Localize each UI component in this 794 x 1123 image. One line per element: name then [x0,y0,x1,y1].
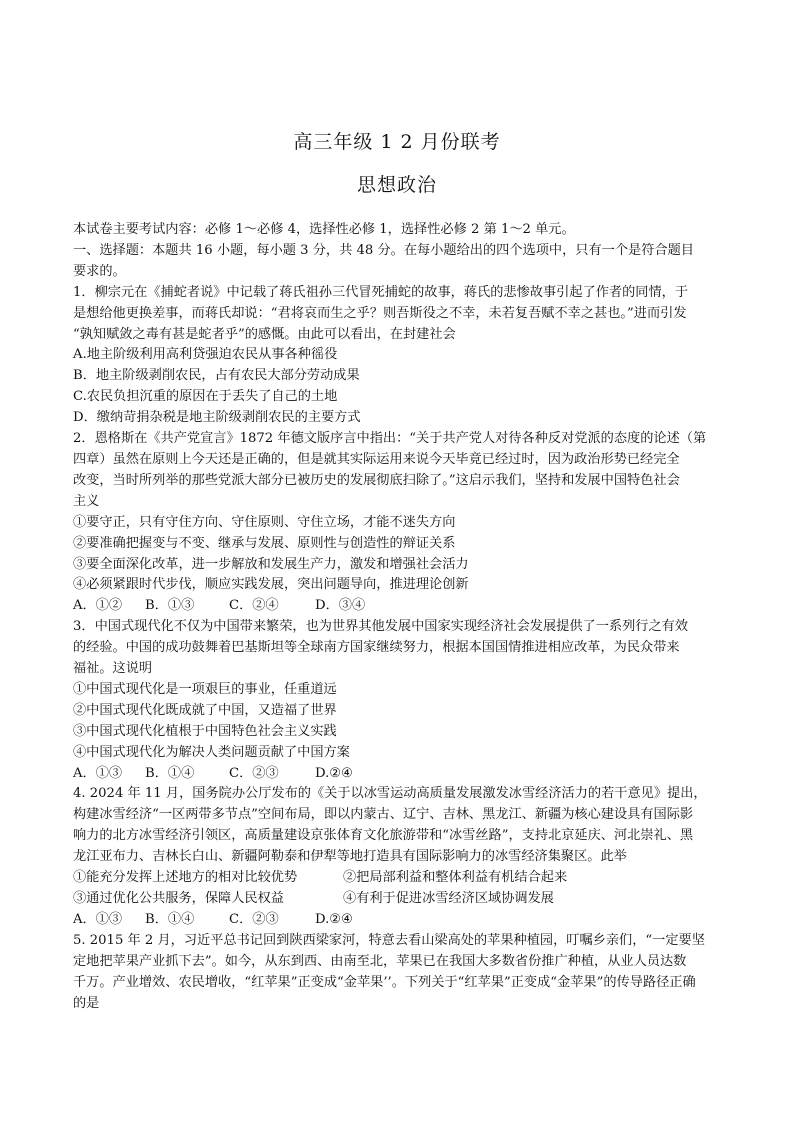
q2-choice-d: D．③④ [315,598,366,614]
q2-stem: 2．恩格斯在《共产党宣言》1872 年德文版序言中指出：“关于共产党人对待各种反对党派的态度的论述（第 [73,431,707,447]
q1-option-a: A.地主阶级利用高利贷强迫农民从事各种徭役 [73,347,338,363]
q4-stem: 龙江亚布力、吉林长白山、新疆阿勒泰和伊犁等地打造具有国际影响力的冰雪经济集聚区。此举 [73,849,627,865]
q2-stem: 改变，当时所列举的那些党派大部分已被历史的发展彻底扫除了。”这启示我们，坚持和发展中国特色社会 [73,472,680,488]
q4-choices [73,910,723,931]
section-instruction: 要求的。 [73,263,126,279]
q3-stem: 福祉。这说明 [73,661,153,677]
q2-choice-c: C．②④ [229,598,279,614]
q5-stem: 千万。产业增效、农民增收，“红苹果”正变成“金苹果’’。下列关于“红苹果”正变成“金苹果”的传导路径正确 [73,974,696,990]
q3-choices [73,764,723,785]
q4-stem: 4. 2024 年 11 月，国务院办公厅发布的《关于以冰雪运动高质量发展激发冰雪经济活力的若干意见》提出， [73,786,707,802]
q1-stem: 1．柳宗元在《捕蛇者说》中记载了蒋氏祖孙三代冒死捕蛇的故事，蒋氏的悲惨故事引起了作者的同情，于 [73,284,689,300]
exam-subject: 思想政治 [356,174,437,196]
q2-stem: 主义 [73,493,100,509]
q4-choice-d: D.②④ [315,911,353,927]
q3-choice-a: A．①③ [73,765,123,781]
q4-choice-b: B．①④ [145,911,195,927]
q3-choice-d: D.②④ [315,765,353,781]
exam-content [73,220,723,1014]
q1-stem: “孰知赋敛之毒有甚是蛇者乎”的感慨。由此可以看出，在封建社会 [73,326,456,342]
q1-option-c: C.农民负担沉重的原因在于丢失了自己的土地 [73,389,338,405]
q2-stem: 四章）虽然在原则上今天还是正确的，但是就其实际运用来说今天毕竟已经过时，因为政治形势已经完全 [73,451,680,467]
q4-statement-4: ④有利于促进冰雪经济区域协调发展 [343,891,554,906]
q3-stem: 3．中国式现代化不仅为中国带来繁荣，也为世界其他发展中国家实现经济社会发展提供了一系列行之有效 [73,619,689,635]
q3-statement-2: ②中国式现代化既成就了中国，又造福了世界 [73,702,337,718]
q1-stem: 是想给他更换差事，而蒋氏却说：“君将哀而生之乎？则吾斯役之不幸，未若复吾赋不幸之甚也。”进而引发 [73,305,687,321]
q2-choice-a: A．①② [73,598,123,614]
q3-statement-1: ①中国式现代化是一项艰巨的事业，任重道远 [73,681,337,697]
exam-title: 高三年级 1 2 月份联考 [293,131,501,153]
q3-statement-4: ④中国式现代化为解决人类问题贡献了中国方案 [73,744,350,760]
q4-statement-1: ①能充分发挥上述地方的相对比较优势 [73,870,298,886]
q4-statements-row [73,889,723,910]
q5-stem: 5. 2015 年 2 月，习近平总书记回到陕西梁家河，特意去看山梁高处的苹果种植园，叮嘱乡亲们，“一定要坚 [73,932,705,948]
q4-statement-2: ②把局部利益和整体利益有机结合起来 [343,870,568,886]
q4-choice-c: C．②③ [229,911,279,927]
q2-choice-b: B．①③ [145,598,195,614]
section-instruction: 一、选择题：本题共 16 小题，每小题 3 分，共 48 分。在每小题给出的四个选项中，只有一个是符合题目 [73,242,694,258]
q4-statement-3: ③通过优化公共服务，保障人民权益 [73,891,284,906]
q2-statement-3: ③要全面深化改革，进一步解放和发展生产力，激发和增强社会活力 [73,556,469,572]
q4-stem: 响力的北方冰雪经济引领区，高质量建设京张体育文化旅游带和“冰雪丝路”，支持北京延庆、河北崇礼、黑 [73,828,694,844]
q5-stem: 的是 [73,995,100,1011]
q3-choice-b: B．①④ [145,765,195,781]
q3-stem: 的经验。中国的成功鼓舞着巴基斯坦等全球南方国家继续努力，根据本国国情推进相应改革，为民众带来 [73,640,680,656]
exam-scope-note: 本试卷主要考试内容：必修 1～必修 4，选择性必修 1，选择性必修 2 第 1～2 单元。 [73,222,575,237]
q2-statement-4: ④必须紧跟时代步伐，顺应实践发展，突出问题导向，推进理论创新 [73,577,469,593]
q4-choice-a: A．①③ [73,911,123,927]
q3-choice-c: C．②③ [229,765,279,781]
q2-statement-1: ①要守正，只有守住方向、守住原则、守住立场，才能不迷失方向 [73,514,456,530]
q1-option-b: B．地主阶级剥削农民，占有农民大部分劳动成果 [73,368,360,384]
q4-stem: 构建冰雪经济“一区两带多节点”空间布局，即以内蒙古、辽宁、吉林、黑龙江、新疆为核心建设具有国际影 [73,807,694,823]
q1-option-d: D．缴纳苛捐杂税是地主阶级剥削农民的主要方式 [73,410,361,426]
q3-statement-3: ③中国式现代化植根于中国特色社会主义实践 [73,723,337,739]
q5-stem: 定地把苹果产业抓下去”。如今，从东到西、由南至北，苹果已在我国大多数省份推广种植，从业人员达数 [73,953,687,969]
q2-statement-2: ②要准确把握变与不变、继承与发展、原则性与创造性的辩证关系 [73,535,456,551]
q2-choices [73,596,723,617]
q4-statements-row [73,868,723,889]
